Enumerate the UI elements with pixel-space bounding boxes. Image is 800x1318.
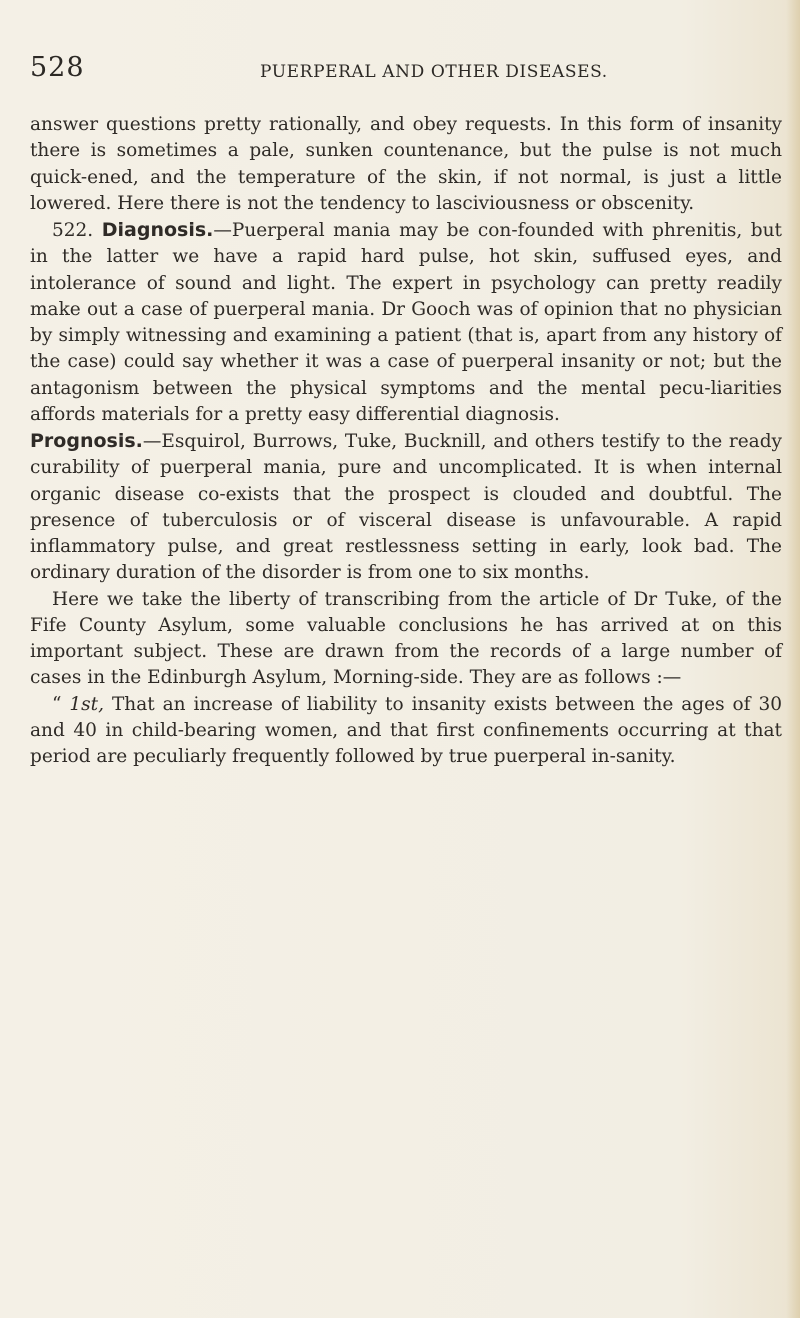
paragraph-continuation xyxy=(30,112,782,217)
page-edge-shadow xyxy=(786,0,800,1318)
prognosis-heading: Prognosis. xyxy=(30,430,143,452)
paragraph-quotation xyxy=(30,692,782,771)
paragraph-text: —Puerperal mania may be con-founded with phrenitis, but in the latter we have a rapid hard pulse, hot skin, suffused eyes, and intolerance of sound and light. The expert in psychology can pretty readily make out a case of puerperal mania. Dr Gooch was of opinion that no physician by simply witnessing and examining a patient (that is, apart from any history of the case) could say whether it was a case of puerperal insanity or not; but the antagonism between the physical symptoms and the mental pecu-liarities affords materials for a pretty easy differential diagnosis. xyxy=(30,220,782,425)
ordinal-label: 1st, xyxy=(69,693,104,715)
page-header xyxy=(30,52,800,92)
paragraph-diagnosis xyxy=(30,217,782,428)
page-number: 528 xyxy=(30,52,85,83)
paragraph-text: answer questions pretty rationally, and obey requests. In this form of insanity there is sometimes a pale, sunken countenance, but the pulse is not much quick-ened, and the temperature of the skin, if not normal, is just a little lowered. Here there is not the tendency to lasciviousness or obscenity. xyxy=(30,114,782,214)
running-title: PUERPERAL AND OTHER DISEASES. xyxy=(260,62,608,82)
paragraph-text: —Esquirol, Burrows, Tuke, Bucknill, and others testify to the ready curability of puerperal mania, pure and uncomplicated. It is when internal organic disease co-exists that the prospect is clouded and doubtful. The presence of tuberculosis or of visceral disease is unfavourable. A rapid inflammatory pulse, and great restlessness setting in early, look bad. The ordinary duration of the disorder is from one to six months. xyxy=(30,431,782,584)
paragraph-text: That an increase of liability to insanity exists between the ages of 30 and 40 in child-bearing women, and that first confinements occurring at that period are peculiarly frequently followed by true puerperal in-sanity. xyxy=(30,693,782,767)
paragraph-text: Here we take the liberty of transcribing from the article of Dr Tuke, of the Fife County Asylum, some valuable conclusions he has arrived at on this important subject. These are drawn from the records of a large number of cases in the Edinburgh Asylum, Morning-side. They are as follows :— xyxy=(30,588,782,689)
open-quote: “ xyxy=(52,693,62,715)
body-text xyxy=(30,112,782,770)
paragraph-prognosis xyxy=(30,428,782,587)
section-number: 522. xyxy=(52,220,94,241)
paragraph-tuke xyxy=(30,587,782,692)
diagnosis-heading: Diagnosis. xyxy=(101,219,214,241)
